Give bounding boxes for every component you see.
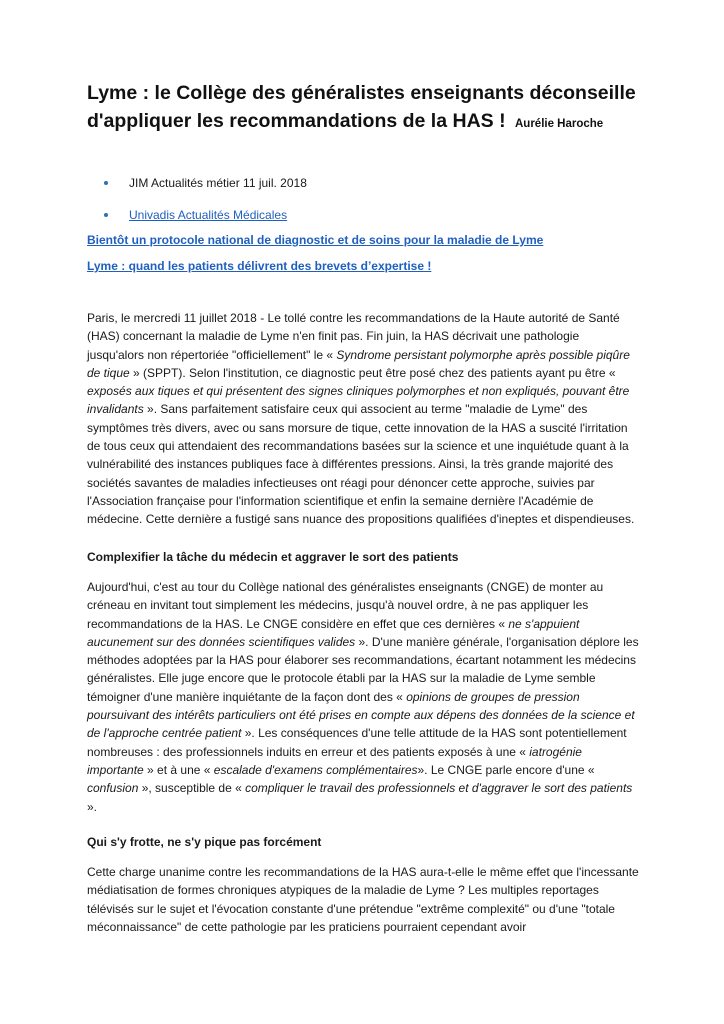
bullet-icon bbox=[104, 213, 108, 217]
source-item[interactable] bbox=[87, 206, 637, 224]
text-run: Paris, le mercredi 11 juillet 2018 - Le tollé contre les recommandations de la Haute autorité de Santé (HAS) concernant la maladie de Lyme n'en finit pas. Fin juin, la HAS décrivait une pathologie jusqu'alors non répertoriée "officiellement" le « bbox=[87, 311, 620, 362]
section-heading: Complexifier la tâche du médecin et aggraver le sort des patients bbox=[87, 550, 459, 564]
italic-quote: iatrogénie importante bbox=[87, 744, 582, 777]
paragraph bbox=[87, 578, 639, 816]
italic-quote: Syndrome persistant polymorphe après possible piqûre de tique bbox=[87, 347, 630, 380]
text-run: ». Les conséquences d'une telle attitude de la HAS sont potentiellement nombreuses : des professionnels induits en erreur et des patients exposés à une « bbox=[87, 726, 627, 759]
source-link[interactable]: Univadis Actualités Médicales bbox=[129, 208, 288, 222]
text-run: ». Le CNGE parle encore d'une « bbox=[417, 762, 595, 777]
italic-quote: ne s'appuient aucunement sur des données scientifiques valides bbox=[87, 616, 580, 649]
italic-quote: compliquer le travail des professionnels et d'aggraver le sort des patients bbox=[245, 781, 633, 796]
text-run: » (SPPT). Selon l'institution, ce diagnostic peut être posé chez des patients ayant pu être « bbox=[129, 365, 616, 380]
title-text: Lyme : le Collège des généralistes enseignants déconseille d'appliquer les recommandations de la HAS ! bbox=[87, 82, 636, 132]
bullet-icon bbox=[104, 181, 108, 185]
article-title bbox=[87, 79, 647, 138]
italic-quote: exposés aux tiques et qui présentent des signes cliniques polymorphes et non expliqués, pouvant être invalidants bbox=[87, 384, 630, 417]
section-heading: Qui s'y frotte, ne s'y pique pas forcément bbox=[87, 835, 322, 849]
text-run: ». bbox=[87, 799, 98, 814]
related-link[interactable]: Lyme : quand les patients délivrent des brevets d’expertise ! bbox=[87, 259, 432, 273]
italic-quote: opinions de groupes de pression poursuivant des intérêts particuliers ont été prises en compte aux dépens des données de la science et de l'approche centrée patient bbox=[87, 689, 635, 741]
source-item bbox=[87, 174, 637, 192]
italic-quote: confusion bbox=[87, 781, 139, 796]
italic-quote: escalade d'examens complémentaires bbox=[213, 762, 418, 777]
text-run: Aujourd'hui, c'est au tour du Collège national des généralistes enseignants (CNGE) de monter au créneau en invitant tout simplement les médecins, jusqu'à nouvel ordre, à ne pas appliquer les recommandations de la HAS. Le CNGE considère en effet que ces dernières « bbox=[87, 580, 604, 631]
text-run: » et à une « bbox=[143, 762, 214, 777]
source-list bbox=[87, 174, 637, 238]
source-label: JIM Actualités métier 11 juil. 2018 bbox=[129, 176, 307, 190]
text-run: », susceptible de « bbox=[138, 781, 246, 796]
related-link[interactable]: Bientôt un protocole national de diagnostic et de soins pour la maladie de Lyme bbox=[87, 233, 544, 247]
paragraph bbox=[87, 309, 639, 529]
paragraph: Cette charge unanime contre les recommandations de la HAS aura-t-elle le même effet que l'incessante médiatisation de formes chroniques atypiques de la maladie de Lyme ? Les multiples reportages télévisés sur le sujet et l'évocation constante d'une prétendue "extrême complexité" ou d'une "totale méconnaissance" de cette pathologie par les praticiens pourraient cependant avoir bbox=[87, 865, 639, 934]
text-run: ». D'une manière générale, l'organisation déplore les méthodes adoptées par la HAS pour élaborer ses recommandations, écartant notamment les médecins généralistes. Elle juge encore que le protocole établi par la HAS sur la maladie de Lyme semble témoigner d'une manière inquiétante de la façon dont des « bbox=[87, 634, 639, 704]
text-run: ». Sans parfaitement satisfaire ceux qui associent au terme "maladie de Lyme" des symptômes très divers, avec ou sans morsure de tique, cette innovation de la HAS a suscité l'irritation de tous ceux qui attendaient des recommandations basées sur la science et une inquiétude quant à la vulnérabilité des instances publiques face à différentes pressions. Ainsi, la très grande majorité des sociétés savantes de maladies infectieuses ont réagi pour dénoncer cette approche, suivies par l'Association française pour l'information scientifique et enfin la semaine dernière l'Académie de médecine. Cette dernière a fustigé sans nuance des propositions qualifiées d'ineptes et dispendieuses. bbox=[87, 402, 635, 527]
author-name: Aurélie Haroche bbox=[515, 118, 604, 130]
